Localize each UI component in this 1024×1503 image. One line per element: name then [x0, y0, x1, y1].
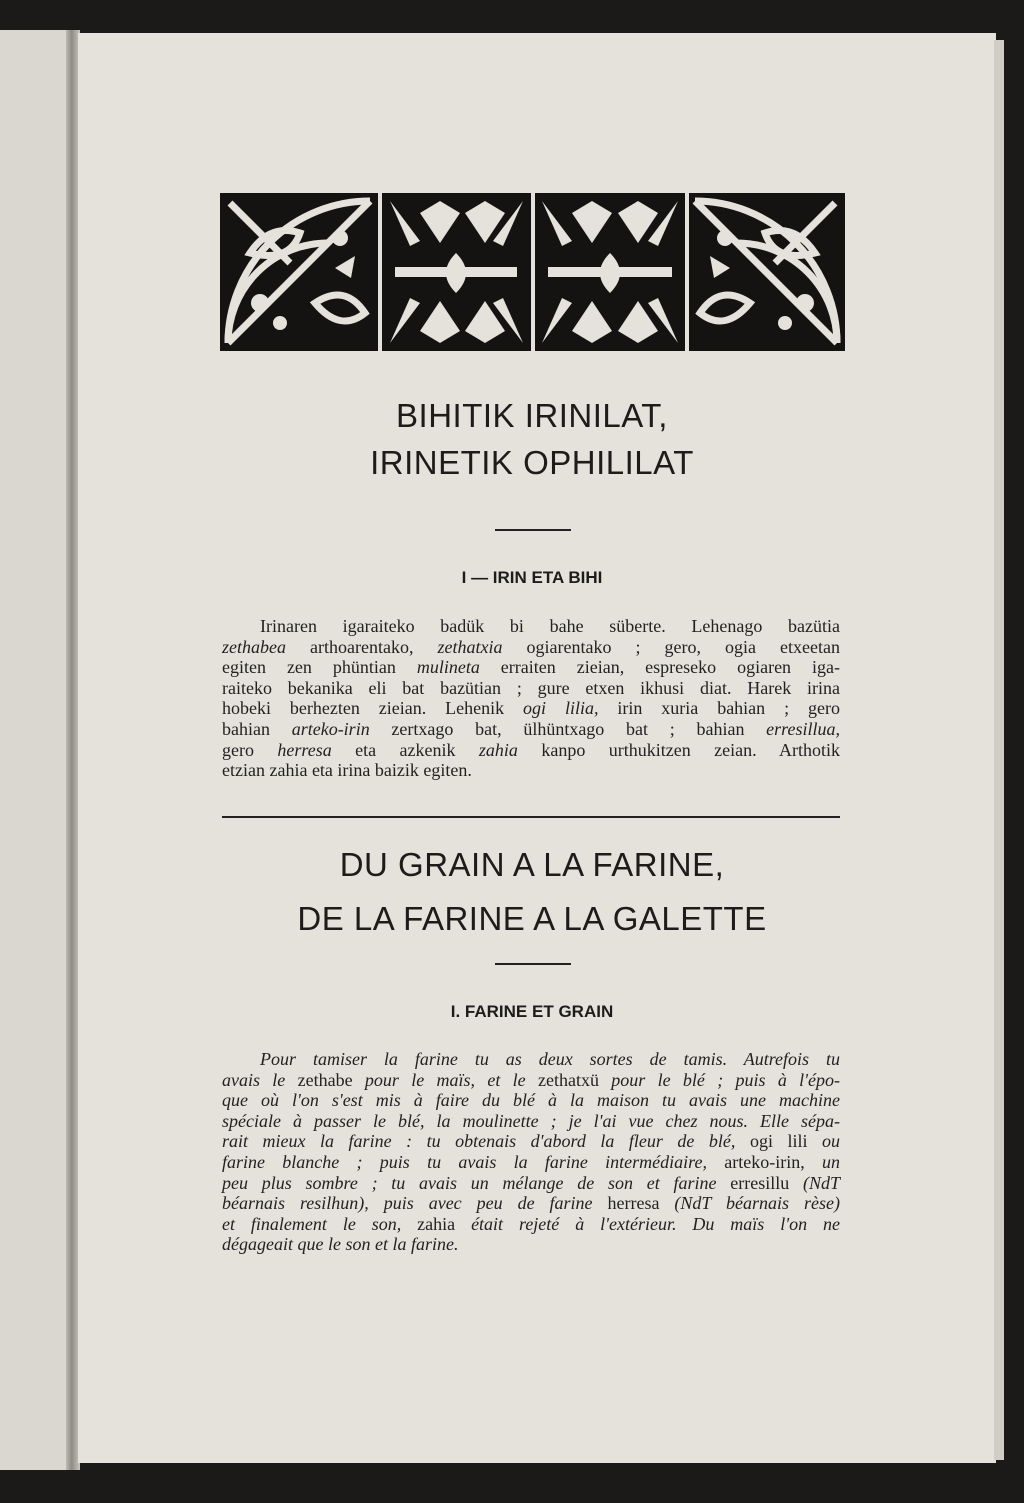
text-run: spéciale à passer le blé, la moulinette ; je l'ai vue chez nous. Elle sépa- [222, 1110, 840, 1131]
emphasized-term: zethabe [297, 1069, 353, 1090]
emphasized-term: arteko-irin [291, 718, 370, 739]
text-line [222, 1111, 840, 1132]
text-line [222, 1152, 840, 1173]
text-run: (NdT béarnais rèse) [659, 1193, 840, 1214]
basque-subtitle: I — IRIN ETA BIHI [461, 568, 603, 587]
emphasized-term: herresa [607, 1193, 660, 1214]
text-line [222, 678, 840, 699]
section-divider [222, 816, 840, 818]
text-run: Irinaren igaraiteko badük bi bahe süberte. Lehenago bazütia [260, 616, 840, 636]
emphasized-term: erresillua, [766, 718, 840, 739]
text-run: bahian [222, 718, 292, 739]
text-line [222, 719, 840, 740]
text-run: était rejeté à l'extérieur. Du maïs l'on ne [455, 1213, 841, 1234]
basque-title-line-2: IRINETIK OPHILILAT [370, 444, 694, 481]
text-line [222, 760, 840, 781]
french-title-line-1: DU GRAIN A LA FARINE, [339, 846, 725, 883]
text-run: (NdT [789, 1172, 840, 1193]
text-line [222, 637, 840, 658]
page-edge [994, 40, 1004, 1460]
text-run: dégageait que le son et la farine. [222, 1234, 459, 1255]
text-run: que où l'on s'est mis à faire du blé à la maison tu avais une machine [222, 1090, 840, 1111]
text-run: egiten zen phüntian [222, 657, 417, 678]
french-paragraph [222, 1049, 840, 1255]
ornament-frieze [220, 193, 845, 351]
emphasized-term: zahia [478, 739, 518, 760]
left-page-edge [0, 30, 70, 1470]
text-line [222, 1131, 840, 1152]
text-run: ogiarentako ; gero, ogia etxeetan [502, 636, 840, 657]
text-line [222, 1049, 840, 1070]
text-run: raiteko bekanika eli bat bazütian ; gure etxen ikhusi diat. Harek irina [222, 677, 840, 698]
emphasized-term: ogi lilia, [523, 698, 599, 719]
french-title-rule [495, 963, 571, 965]
emphasized-term: zethabea [222, 636, 286, 657]
emphasized-term: ogi lili [749, 1131, 808, 1152]
text-run: hobeki berhezten zieian. Lehenik [222, 698, 524, 719]
text-line [222, 616, 840, 637]
text-run: et finalement le son, [222, 1213, 418, 1234]
text-run: kanpo urthukitzen zeian. Arthotik [517, 739, 841, 760]
basque-paragraph [222, 616, 840, 781]
french-title [0, 838, 1024, 946]
emphasized-term: mulineta [416, 657, 480, 678]
emphasized-term: zethatxia [437, 636, 503, 657]
basque-title-line-1: BIHITIK IRINILAT, [396, 397, 668, 434]
text-run: béarnais resilhun), puis avec peu de farine [222, 1193, 608, 1214]
emphasized-term: herresa [277, 739, 332, 760]
text-line [222, 657, 840, 678]
text-line [222, 740, 840, 761]
text-run: arthoarentako, [285, 636, 438, 657]
text-run: zertxago bat, ülhüntxago bat ; bahian [369, 718, 767, 739]
basque-title [0, 392, 1024, 486]
french-title-line-2: DE LA FARINE A LA GALETTE [297, 900, 767, 937]
french-subtitle: I. FARINE ET GRAIN [450, 1002, 614, 1021]
text-line [222, 1090, 840, 1111]
emphasized-term: erresillu [730, 1172, 790, 1193]
text-line [222, 1070, 840, 1091]
text-run: avais le [222, 1069, 298, 1090]
text-run: eta azkenik [331, 739, 479, 760]
text-run: rait mieux la farine : tu obtenais d'abord la fleur de blé, [222, 1131, 750, 1152]
text-run: peu plus sombre ; tu avais un mélange de son et farine [222, 1172, 731, 1193]
text-run: etzian zahia eta irina baizik egiten. [222, 760, 472, 781]
emphasized-term: zahia [417, 1213, 456, 1234]
text-run: pour le maïs, et le [352, 1069, 538, 1090]
text-line [222, 1173, 840, 1194]
text-run: erraiten zieian, espreseko ogiaren iga- [479, 657, 841, 678]
text-run: pour le blé ; puis à l'épo- [598, 1069, 840, 1090]
text-line [222, 698, 840, 719]
emphasized-term: arteko-irin, [724, 1151, 805, 1172]
emphasized-term: zethatxü [537, 1069, 599, 1090]
text-line [222, 1234, 840, 1255]
text-run: un [804, 1151, 841, 1172]
text-run: farine blanche ; puis tu avais la farine intermédiaire, [222, 1151, 725, 1172]
text-run: irin xuria bahian ; gero [598, 698, 840, 719]
basque-title-rule [495, 529, 571, 531]
text-run: gero [222, 739, 278, 760]
text-run: ou [807, 1131, 840, 1152]
text-line [222, 1214, 840, 1235]
text-line [222, 1193, 840, 1214]
text-run: Pour tamiser la farine tu as deux sortes de tamis. Autrefois tu [260, 1049, 840, 1069]
